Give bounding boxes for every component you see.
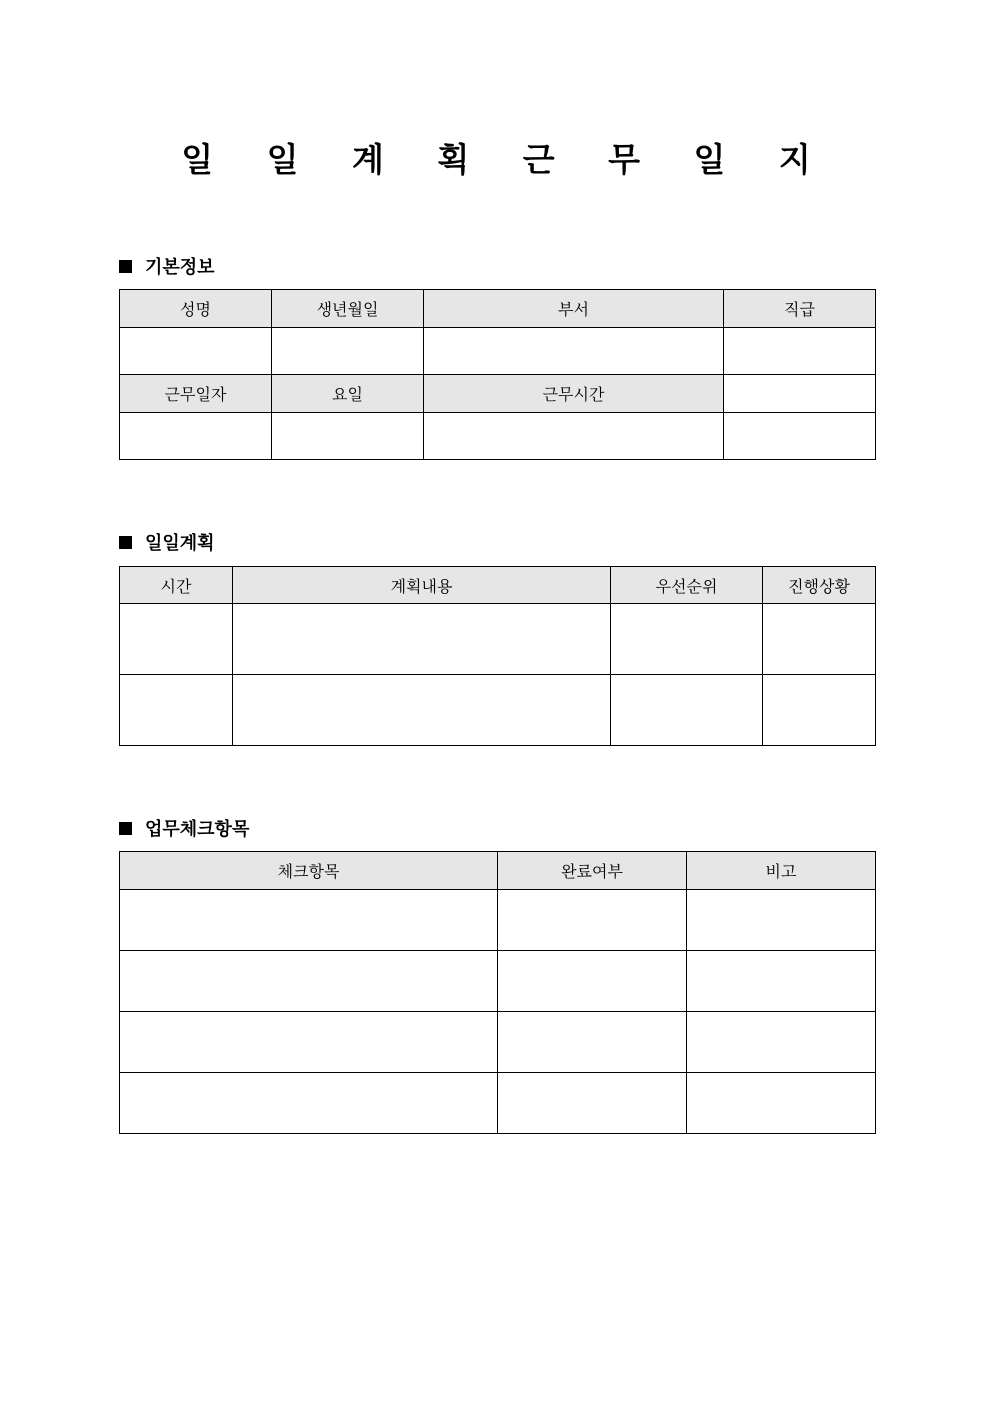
header-birthdate: 생년월일 <box>272 290 424 328</box>
header-position: 직급 <box>724 290 876 328</box>
square-bullet-icon <box>119 822 132 835</box>
square-bullet-icon <box>119 536 132 549</box>
work-date-cell[interactable] <box>120 413 272 460</box>
header-time: 시간 <box>120 567 233 604</box>
blank-cell[interactable] <box>724 375 876 413</box>
daily-plan-table <box>119 566 876 746</box>
remarks-cell[interactable] <box>687 1073 876 1134</box>
birthdate-cell[interactable] <box>272 328 424 375</box>
header-name: 성명 <box>120 290 272 328</box>
table-row <box>120 604 876 675</box>
progress-cell[interactable] <box>763 604 876 675</box>
header-completion: 완료여부 <box>498 852 687 890</box>
plan-content-cell[interactable] <box>233 604 611 675</box>
header-day: 요일 <box>272 375 424 413</box>
blank-cell[interactable] <box>724 413 876 460</box>
plan-header-row <box>120 567 876 604</box>
progress-cell[interactable] <box>763 675 876 746</box>
square-bullet-icon <box>119 260 132 273</box>
table-row <box>120 890 876 951</box>
header-work-hours: 근무시간 <box>424 375 724 413</box>
header-remarks: 비고 <box>687 852 876 890</box>
time-cell[interactable] <box>120 675 233 746</box>
section-basic-title: 기본정보 <box>145 257 215 278</box>
document-title: 일 일 계 획 근 무 일 지 <box>181 140 832 179</box>
header-progress: 진행상황 <box>763 567 876 604</box>
completion-cell[interactable] <box>498 1012 687 1073</box>
completion-cell[interactable] <box>498 951 687 1012</box>
section-check-heading <box>119 815 249 841</box>
table-row <box>120 1012 876 1073</box>
basic-input-row-1 <box>120 328 876 375</box>
header-plan-content: 계획내용 <box>233 567 611 604</box>
basic-input-row-2 <box>120 413 876 460</box>
plan-content-cell[interactable] <box>233 675 611 746</box>
completion-cell[interactable] <box>498 1073 687 1134</box>
header-check-item: 체크항목 <box>120 852 498 890</box>
remarks-cell[interactable] <box>687 951 876 1012</box>
section-plan-title: 일일계획 <box>145 533 215 554</box>
time-cell[interactable] <box>120 604 233 675</box>
table-row <box>120 1073 876 1134</box>
check-item-cell[interactable] <box>120 1012 498 1073</box>
basic-header-row-1 <box>120 290 876 328</box>
remarks-cell[interactable] <box>687 1012 876 1073</box>
check-item-cell[interactable] <box>120 890 498 951</box>
check-item-cell[interactable] <box>120 951 498 1012</box>
header-department: 부서 <box>424 290 724 328</box>
check-header-row <box>120 852 876 890</box>
section-plan-heading <box>119 529 215 555</box>
priority-cell[interactable] <box>611 675 763 746</box>
basic-info-table <box>119 289 876 460</box>
name-cell[interactable] <box>120 328 272 375</box>
work-hours-cell[interactable] <box>424 413 724 460</box>
table-row <box>120 951 876 1012</box>
priority-cell[interactable] <box>611 604 763 675</box>
position-cell[interactable] <box>724 328 876 375</box>
remarks-cell[interactable] <box>687 890 876 951</box>
header-work-date: 근무일자 <box>120 375 272 413</box>
day-cell[interactable] <box>272 413 424 460</box>
header-priority: 우선순위 <box>611 567 763 604</box>
check-item-cell[interactable] <box>120 1073 498 1134</box>
basic-header-row-2 <box>120 375 876 413</box>
completion-cell[interactable] <box>498 890 687 951</box>
section-check-title: 업무체크항목 <box>145 819 250 840</box>
department-cell[interactable] <box>424 328 724 375</box>
section-basic-heading <box>119 253 215 279</box>
table-row <box>120 675 876 746</box>
work-check-table <box>119 851 876 1134</box>
